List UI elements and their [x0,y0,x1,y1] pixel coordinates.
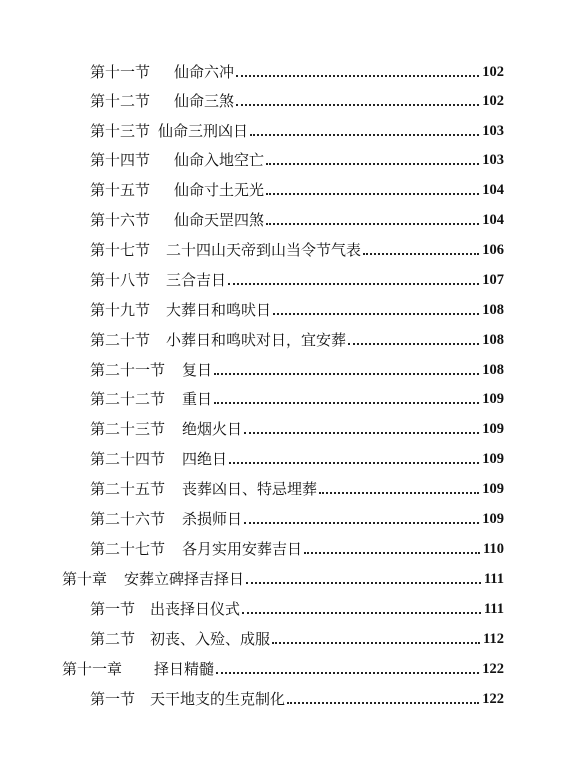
section-title: 初丧、入殓、成服 [150,630,271,648]
chapter-title: 安葬立碑择吉择日 [124,570,245,588]
toc-entry[interactable] [90,117,504,141]
section-title: 二十四山天帝到山当令节气表 [166,241,362,259]
dot-leader [273,313,479,315]
dot-leader [363,253,479,255]
dot-leader [266,223,479,225]
section-title: 出丧择日仪式 [150,600,241,618]
section-title: 仙命六冲 [174,63,235,81]
section-title: 小葬日和鸣吠对日，宜安葬 [166,331,347,349]
toc-entry[interactable] [90,445,504,469]
toc-entry[interactable] [90,236,504,260]
section-number: 第一节 [90,690,136,708]
section-title: 大葬日和鸣吠日 [166,301,272,319]
dot-leader [348,343,479,345]
page-number: 109 [482,451,504,467]
toc-entry[interactable] [90,685,504,709]
section-number: 第二十节 [90,331,151,349]
toc-entry[interactable] [90,87,504,111]
toc-entry[interactable] [90,296,504,320]
chapter-number: 第十章 [62,570,108,588]
dot-leader [242,612,481,614]
section-number: 第十七节 [90,241,151,259]
page-number: 108 [482,362,504,378]
section-number: 第二节 [90,630,136,648]
toc-entry[interactable] [90,625,504,649]
section-number: 第二十七节 [90,540,166,558]
toc-entry[interactable] [90,146,504,170]
page-number: 103 [482,123,504,139]
dot-leader [272,642,480,644]
page-number: 109 [482,391,504,407]
dot-leader [246,582,481,584]
page-number: 111 [483,601,504,617]
toc-entry[interactable] [90,385,504,409]
toc-entry[interactable] [90,505,504,529]
section-number: 第十四节 [90,151,151,169]
section-number: 第二十六节 [90,510,166,528]
page-number: 109 [482,481,504,497]
page-number: 107 [482,272,504,288]
page-number: 108 [482,302,504,318]
dot-leader [319,492,479,494]
page-number: 112 [483,631,504,647]
dot-leader [250,134,479,136]
toc-entry[interactable] [90,535,504,559]
dot-leader [304,552,480,554]
section-title: 仙命三煞 [174,92,235,110]
chapter-number: 第十一章 [62,660,123,678]
section-number: 第十八节 [90,271,151,289]
toc-entry[interactable] [90,356,504,380]
dot-leader [236,104,479,106]
page-number: 104 [482,182,504,198]
dot-leader [287,702,479,704]
toc-entry[interactable] [90,326,504,350]
dot-leader [229,462,479,464]
section-title: 仙命入地空亡 [174,151,265,169]
section-number: 第二十三节 [90,420,166,438]
dot-leader [266,193,479,195]
page-number: 122 [482,661,504,677]
section-title: 丧葬凶日、特忌埋葬 [182,480,318,498]
dot-leader [236,75,479,77]
toc-entry[interactable] [90,58,504,82]
chapter-title: 择日精髓 [154,660,215,678]
page-number: 109 [482,421,504,437]
toc-chapter-entry[interactable] [62,655,504,679]
section-title: 仙命寸土无光 [174,181,265,199]
page-number: 108 [482,332,504,348]
toc-entry[interactable] [90,266,504,290]
page-number: 109 [482,511,504,527]
toc-entry[interactable] [90,176,504,200]
section-title: 天干地支的生克制化 [150,690,286,708]
dot-leader [244,522,479,524]
section-number: 第十六节 [90,211,151,229]
section-number: 第十一节 [90,63,151,81]
page-number: 102 [482,64,504,80]
page-number: 103 [482,152,504,168]
dot-leader [214,373,479,375]
section-number: 第二十一节 [90,361,166,379]
section-number: 第二十二节 [90,390,166,408]
toc-entry[interactable] [90,415,504,439]
toc-chapter-entry[interactable] [62,565,504,589]
section-number: 第二十四节 [90,450,166,468]
dot-leader [228,283,479,285]
section-number: 第十二节 [90,92,151,110]
section-number: 第十三节 [90,122,151,140]
section-title: 复日 [182,361,213,379]
page-number: 111 [483,571,504,587]
toc-entry[interactable] [90,595,504,619]
dot-leader [214,402,479,404]
page-number: 110 [483,541,504,557]
dot-leader [216,672,479,674]
page-number: 122 [482,691,504,707]
section-title: 重日 [182,390,213,408]
page-number: 104 [482,212,504,228]
toc-entry[interactable] [90,206,504,230]
section-number: 第一节 [90,600,136,618]
dot-leader [244,432,479,434]
section-title: 四绝日 [182,450,228,468]
section-number: 第十五节 [90,181,151,199]
page-number: 106 [482,242,504,258]
page-number: 102 [482,93,504,109]
section-title: 绝烟火日 [182,420,243,438]
section-title: 各月实用安葬吉日 [182,540,303,558]
section-title: 仙命天罡四煞 [174,211,265,229]
section-title: 三合吉日 [166,271,227,289]
toc-entry[interactable] [90,475,504,499]
section-number: 第十九节 [90,301,151,319]
section-title: 杀损师日 [182,510,243,528]
section-number: 第二十五节 [90,480,166,498]
dot-leader [266,163,479,165]
section-title: 仙命三刑凶日 [158,122,249,140]
